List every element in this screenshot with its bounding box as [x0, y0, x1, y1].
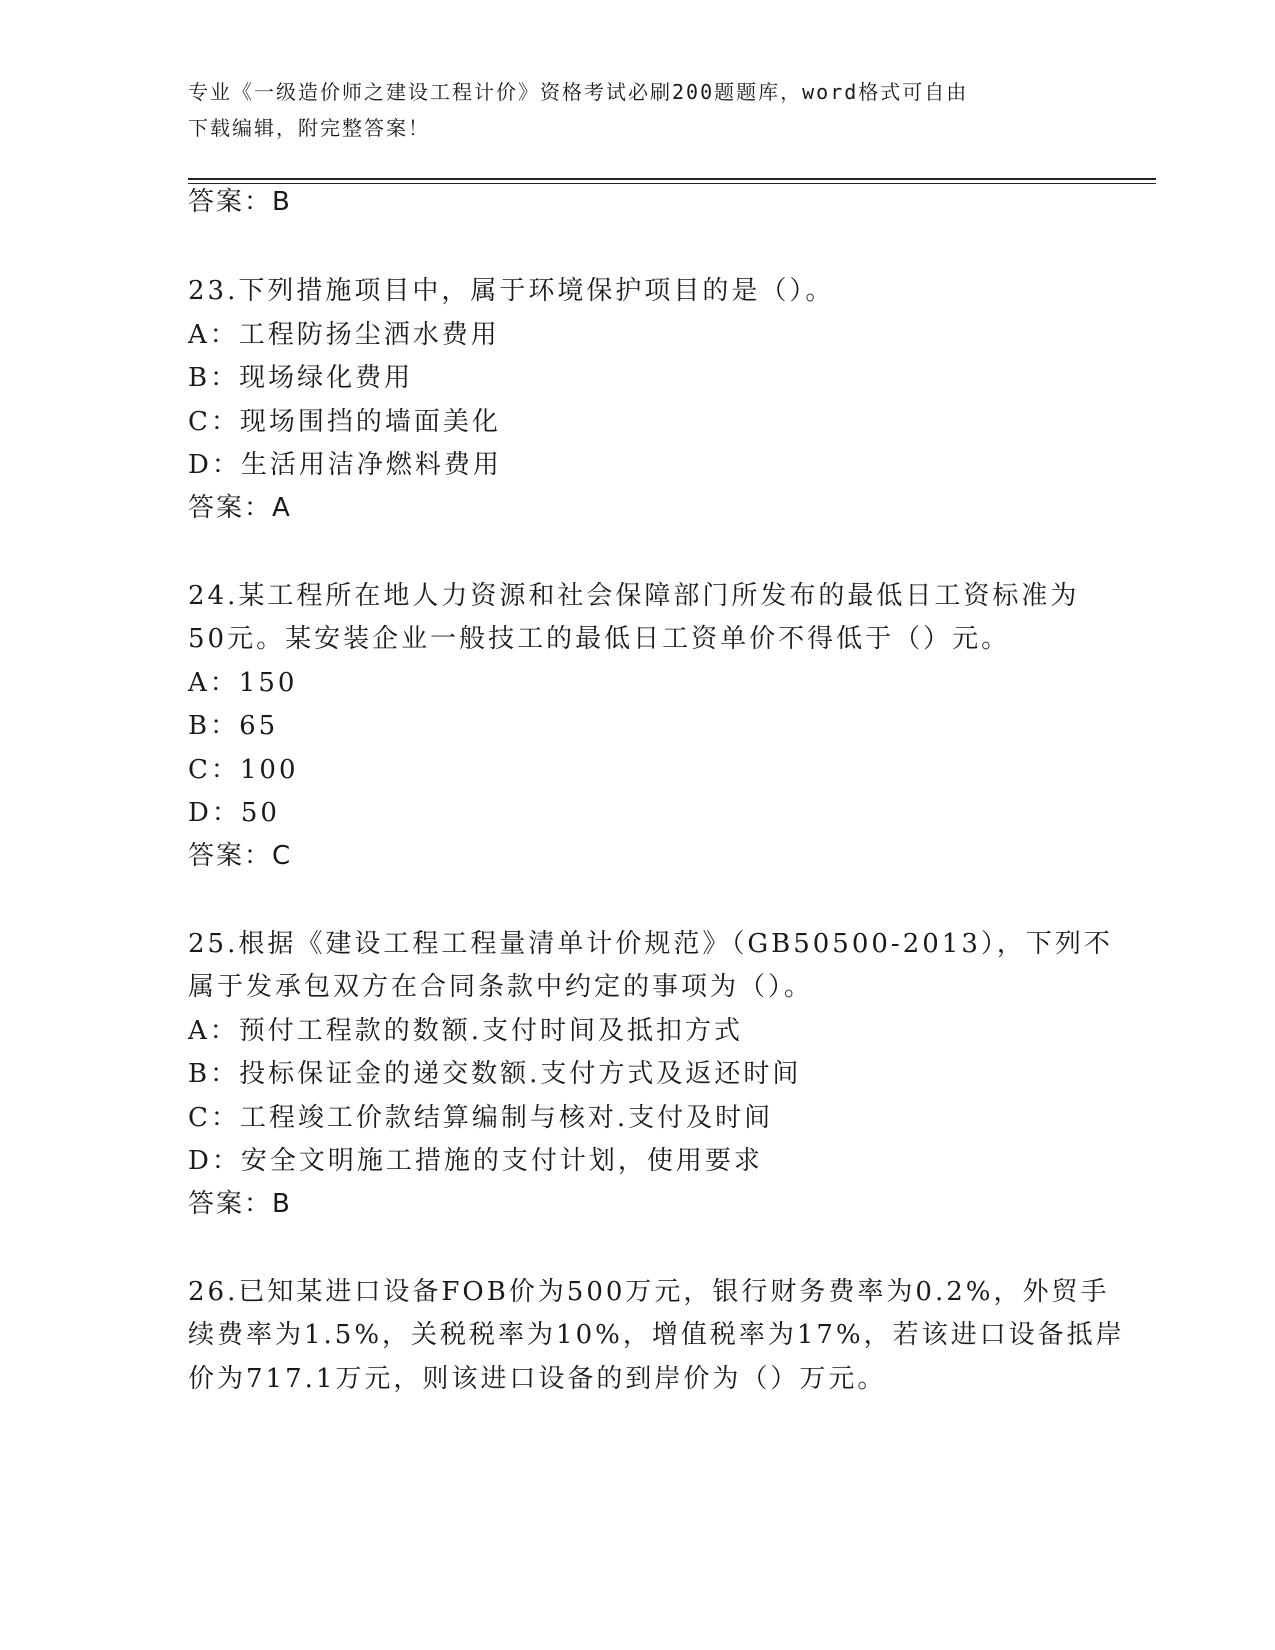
header-title-line1: 专业《一级造价师之建设工程计价》资格考试必刷200题题库，word格式可自由 [188, 80, 969, 104]
question-24-option-a: A：150 [188, 668, 298, 698]
header-divider [188, 178, 1156, 180]
question-26-stem-line1: 26.已知某进口设备FOB价为500万元，银行财务费率为0.2%，外贸手 [188, 1277, 1110, 1307]
question-24-stem-line2: 50元。某安装企业一般技工的最低日工资单价不得低于（）元。 [188, 624, 1011, 654]
question-24-stem-line1: 24.某工程所在地人力资源和社会保障部门所发布的最低日工资标准为 [188, 581, 1080, 611]
question-23-option-a: A：工程防扬尘洒水费用 [188, 320, 500, 350]
answer-24: 答案：C [188, 841, 293, 871]
answer-25: 答案：B [188, 1189, 292, 1219]
question-25-option-c: C：工程竣工价款结算编制与核对.支付及时间 [188, 1103, 774, 1133]
header-title-line2: 下载编辑，附完整答案！ [188, 116, 430, 140]
page-header [188, 74, 1068, 146]
question-23-option-c: C：现场围挡的墙面美化 [188, 407, 501, 437]
question-23-option-b: B：现场绿化费用 [188, 363, 414, 393]
question-23-option-d: D：生活用洁净燃料费用 [188, 450, 502, 480]
question-25-option-b: B：投标保证金的递交数额.支付方式及返还时间 [188, 1059, 802, 1089]
header-divider-thin [188, 183, 1156, 184]
question-25-option-d: D：安全文明施工措施的支付计划，使用要求 [188, 1146, 763, 1176]
question-24-option-b: B：65 [188, 711, 279, 741]
question-26-stem-line3: 价为717.1万元，则该进口设备的到岸价为（）万元。 [188, 1364, 887, 1394]
answer-23: 答案：A [188, 493, 292, 523]
question-26-stem-line2: 续费率为1.5%，关税税率为10%，增值税率为17%，若该进口设备抵岸 [188, 1320, 1125, 1350]
question-25-stem-line2: 属于发承包双方在合同条款中约定的事项为（）。 [188, 972, 814, 1002]
question-23-stem: 23.下列措施项目中，属于环境保护项目的是（）。 [188, 276, 835, 306]
answer-22: 答案：B [188, 187, 292, 217]
question-24-option-d: D：50 [188, 798, 280, 828]
question-25-option-a: A：预付工程款的数额.支付时间及抵扣方式 [188, 1016, 744, 1046]
question-25-stem-line1: 25.根据《建设工程工程量清单计价规范》（GB50500-2013），下列不 [188, 929, 1113, 959]
question-24-option-c: C：100 [188, 755, 299, 785]
